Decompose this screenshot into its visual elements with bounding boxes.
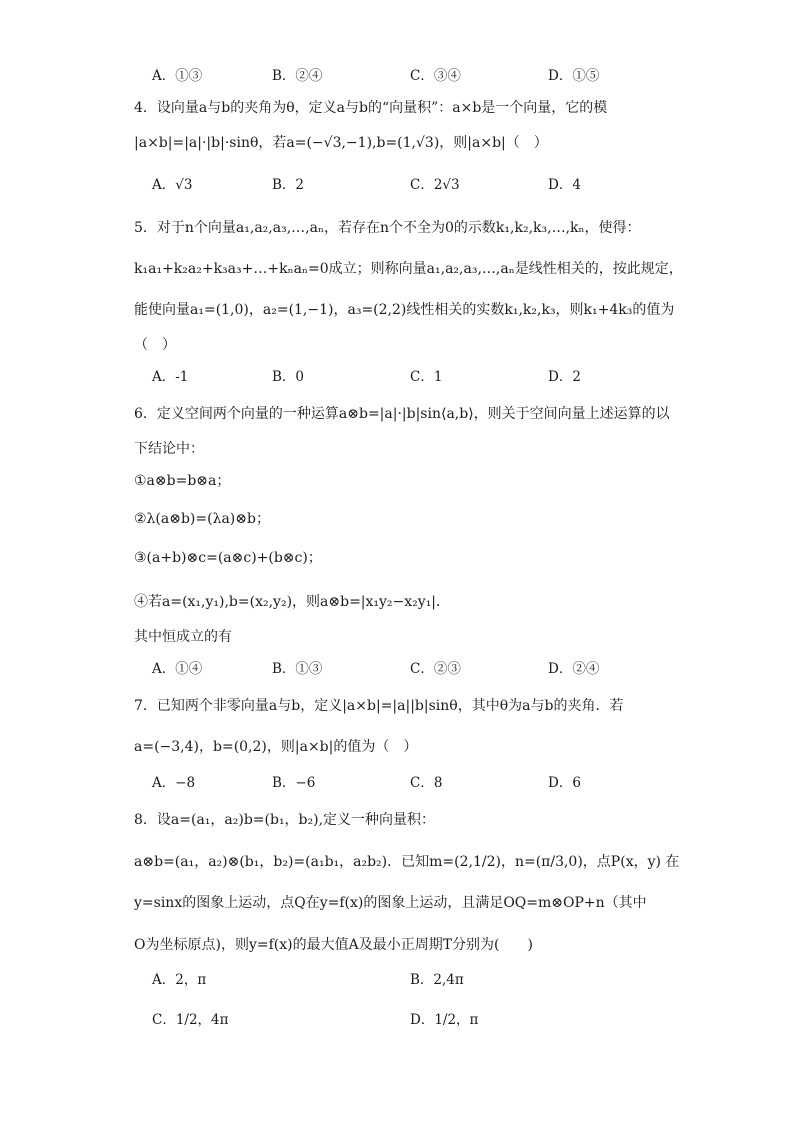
q8-stem-line-1: 8．设a=(a₁，a₂)b=(b₁，b₂),定义一种向量积： [134,812,436,828]
q8-options-row-1 [0,970,794,992]
option-a[interactable]: A．①③ [152,68,203,84]
option-d[interactable]: D．2 [548,369,581,385]
q8-options-row-2 [0,1010,794,1032]
q6-stem-line-2: 下结论中： [134,441,204,457]
option-c[interactable]: C．1/2，4π [152,1012,229,1028]
q5-stem-line-3: 能使向量a₁=(1,0)，a₂=(1,−1)，a₃=(2,2)线性相关的实数k₁,k₂,k₃，则k₁+4k₃的值为 [134,302,675,318]
option-d[interactable]: D．②④ [548,661,600,677]
option-c[interactable]: C．8 [410,775,443,791]
q5-stem-line-1: 5．对于n个向量a₁,a₂,a₃,…,aₙ，若存在n个不全为0的示数k₁,k₂,k₃,…,kₙ，使得： [134,220,641,236]
q4-stem-line-2: |a×b|=|a|·|b|·sinθ，若a=(−√3,−1),b=(1,√3)，则|a×b|（ ） [134,135,548,151]
option-b[interactable]: B．0 [272,369,305,385]
q6-statement-2: ②λ(a⊗b)=(λa)⊗b； [134,511,270,527]
option-c[interactable]: C．②③ [410,661,461,677]
q8-stem-line-3: y=sinx的图象上运动，点Q在y=f(x)的图象上运动，且满足OQ=m⊗OP+n（其中 [134,895,647,911]
q5-stem-line-4: （ ） [134,337,176,353]
option-a[interactable]: A．−8 [152,775,196,791]
q4-options [0,175,794,197]
option-b[interactable]: B．2,4π [410,972,464,988]
option-c[interactable]: C．2√3 [410,177,460,193]
option-d[interactable]: D．6 [548,775,581,791]
option-c[interactable]: C．③④ [410,68,461,84]
q5-options [0,367,794,389]
option-d[interactable]: D．1/2，π [410,1012,479,1028]
q8-stem-line-4: O为坐标原点)，则y=f(x)的最大值A及最小正周期T分别为( ) [134,937,533,953]
q3-options [0,66,794,88]
option-c[interactable]: C．1 [410,369,443,385]
option-b[interactable]: B．②④ [272,68,323,84]
q6-stem-line-7: 其中恒成立的有 [134,629,232,645]
q7-options [0,773,794,795]
q6-statement-3: ③(a+b)⊗c=(a⊗c)+(b⊗c)； [134,550,322,566]
option-a[interactable]: A．√3 [152,177,193,193]
option-b[interactable]: B．①③ [272,661,323,677]
q6-options [0,659,794,681]
q6-statement-1: ①a⊗b=b⊗a； [134,473,231,489]
q7-stem-line-2: a=(−3,4)，b=(0,2)，则|a×b|的值为（ ） [134,739,418,755]
option-d[interactable]: D．①⑤ [548,68,600,84]
q5-stem-line-2: k₁a₁+k₂a₂+k₃a₃+…+kₙaₙ=0成立；则称向量a₁,a₂,a₃,…,aₙ是线性相关的，按此规定， [134,261,683,277]
q6-statement-4: ④若a=(x₁,y₁),b=(x₂,y₂)，则a⊗b=|x₁y₂−x₂y₁|． [134,594,451,610]
option-a[interactable]: A．2，π [152,972,207,988]
option-a[interactable]: A．①④ [152,661,203,677]
option-b[interactable]: B．2 [272,177,305,193]
q4-stem-line-1: 4．设向量a与b的夹角为θ，定义a与b的“向量积”：a×b是一个向量，它的模 [134,100,608,116]
q8-stem-line-2: a⊗b=(a₁，a₂)⊗(b₁，b₂)=(a₁b₁，a₂b₂)．已知m=(2,1/2)，n=(π/3,0)，点P(x，y) 在 [134,854,680,870]
option-a[interactable]: A．-1 [152,369,189,385]
q6-stem-line-1: 6．定义空间两个向量的一种运算a⊗b=|a|·|b|sin⟨a,b⟩，则关于空间向量上述运算的以 [134,406,670,422]
q7-stem-line-1: 7．已知两个非零向量a与b，定义|a×b|=|a||b|sinθ，其中θ为a与b的夹角．若 [134,698,624,714]
option-d[interactable]: D．4 [548,177,581,193]
option-b[interactable]: B．−6 [272,775,316,791]
